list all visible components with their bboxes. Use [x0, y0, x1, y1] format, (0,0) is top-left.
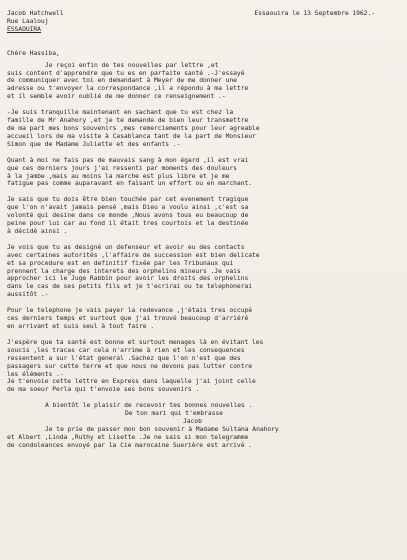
sender-street: Rue Laalouj [7, 17, 49, 25]
paragraph-2 [7, 109, 399, 149]
paragraph-line: ressentent a sur l'état general .Sachez que l'on n'est que des [7, 354, 241, 362]
paragraph-line: à la jambe ,mais au moins la marche est plus libre et je me [7, 172, 230, 180]
paragraph-line: famille de Mr Anahory ,et je te demande de bien leur transmettre [7, 117, 249, 125]
paragraph-line: approcher ici le Juge Rabbin pour avoir les droits des orphelins [7, 275, 249, 283]
paragraph-line: prennent la charge des interets des orphelins mineurs .Je vais [7, 267, 241, 275]
paragraph-line: les éléments .- [7, 370, 64, 378]
paragraph-1 [7, 62, 399, 102]
postscript-line: de condoleances envoyé par la Cie marocaine Suerière est arrivé . [7, 441, 253, 449]
postscript-line: et Albert ,Linda ,Ruthy et Lisette .Je ne sais si mon telegramme [7, 433, 249, 441]
paragraph-5 [7, 244, 399, 299]
paragraph-4 [7, 196, 399, 236]
postscript [7, 426, 399, 450]
paragraph-line: passagers sur cette terre et que nous ne devons pas lutter contre [7, 362, 253, 370]
salutation: Chère Hassiba, [7, 49, 60, 57]
paragraph-line: Simon que de Madame Juliette et des enfants .- [7, 140, 181, 148]
paragraph-line: que ces derniers jours j'ai ressenti par moments des douleurs [7, 164, 237, 172]
paragraph-line: dans le cas de ses petits fils et je t'ecrirai ou te telephonerai [7, 283, 253, 291]
paragraph-line: peine pour lui car au fond il était tres courtois et la destinée [7, 220, 249, 228]
paragraph-line: ces derniers temps et surtout que j'ai trouvé beaucoup d'arriéré [7, 315, 249, 323]
paragraph-3 [7, 157, 399, 189]
paragraph-line: Je vois que tu as designé un defenseur et avoir eu des contacts [7, 243, 245, 251]
paragraph-line: de communiquer avec toi en demandant à Meyer de me donner une [7, 77, 237, 85]
paragraph-line: que l'on n'avait jamais pensé ,mais Dieu a voulu ainsi ,c'est sa [7, 204, 249, 212]
paragraph-line: Je reçoi enfin de tes nouvelles par lettre ,et [45, 61, 219, 69]
paragraph-line: Pour le telephone je vais payer la redevance ,j'étais tres occupé [7, 307, 253, 315]
paragraph-line: suis content d'apprendre que tu es en parfaite santé .-J'essayé [7, 69, 245, 77]
closing-line: A bientôt le plaisir de recevoir tes bonnes nouvelles . [45, 402, 253, 410]
paragraph-line: Je t'envoie cette lettre en Express dans laquelle j'ai joint celle [7, 378, 256, 386]
paragraph-7 [7, 339, 399, 394]
paragraph-line: adresse ou t'envoyer la correspondance ,il a répondu à ma lettre [7, 85, 249, 93]
paragraph-line: de ma soeur Perla qui t'envoie ses bons souvenirs . [7, 386, 200, 394]
paragraph-line: en arrivant et suis seul à tout faire . [7, 323, 155, 330]
sender-city: ESSAOUIRA [7, 25, 41, 33]
paragraph-line: aussitôt .- [7, 291, 49, 299]
paragraph-line: accueil lors de ma visite à Casablanca tant de la part de Monsieur [7, 132, 256, 140]
paragraph-line: J'espère que ta santé est bonne et surtout menages là en évitant les [7, 338, 264, 346]
paragraph-line: fatigue pas comme auparavant en faisant un effort ou en marchant. [7, 180, 253, 188]
paragraph-line: Quant à moi ne fais pas de mauvais sang à mon égard ,il est vrai [7, 156, 249, 164]
paragraph-line: soucis ,les tracas car cela n'arrime à rien et les consequences [7, 346, 245, 354]
paragraph-line: avec certaines autorités ,l'affaire de succession est bien delicate [7, 251, 260, 259]
paragraph-line: à décidé ainsi . [7, 227, 68, 235]
paragraph-line: -Je suis tranquille maintenant en sachant que tu est chez la [7, 109, 234, 117]
letter-header [7, 10, 399, 34]
paragraph-line: de ma part mes bons souvenirs ,mes remerciements pour leur agreable [7, 124, 260, 132]
paragraph-line: et sa procedure est en definitif fixée par les Tribunaux qui [7, 259, 234, 267]
paragraph-line: Je sais que tu dois être bien touchée par cet evenement tragique [7, 196, 249, 204]
paragraph-line: volonté qui desine dans ce monde ,Nous avons tous eu beaucoup de [7, 212, 249, 220]
signature-name: Jacob [183, 418, 202, 426]
sender-name: Jacob Hatchwell [7, 10, 64, 17]
sender-block [7, 10, 64, 34]
paragraph-6 [7, 307, 399, 331]
letter-date: Essaouira le 13 Septembre 1962.- [254, 10, 375, 17]
postscript-line: Je te prie de passer mon bon souvenir à Madame Sultana Anahory [45, 425, 279, 433]
closing [7, 402, 399, 426]
closing-line: De ton mari qui t'embrasse [125, 410, 224, 418]
paragraph-line: et il semble avoir oublié de me donner ce renseignement .- [7, 93, 226, 101]
